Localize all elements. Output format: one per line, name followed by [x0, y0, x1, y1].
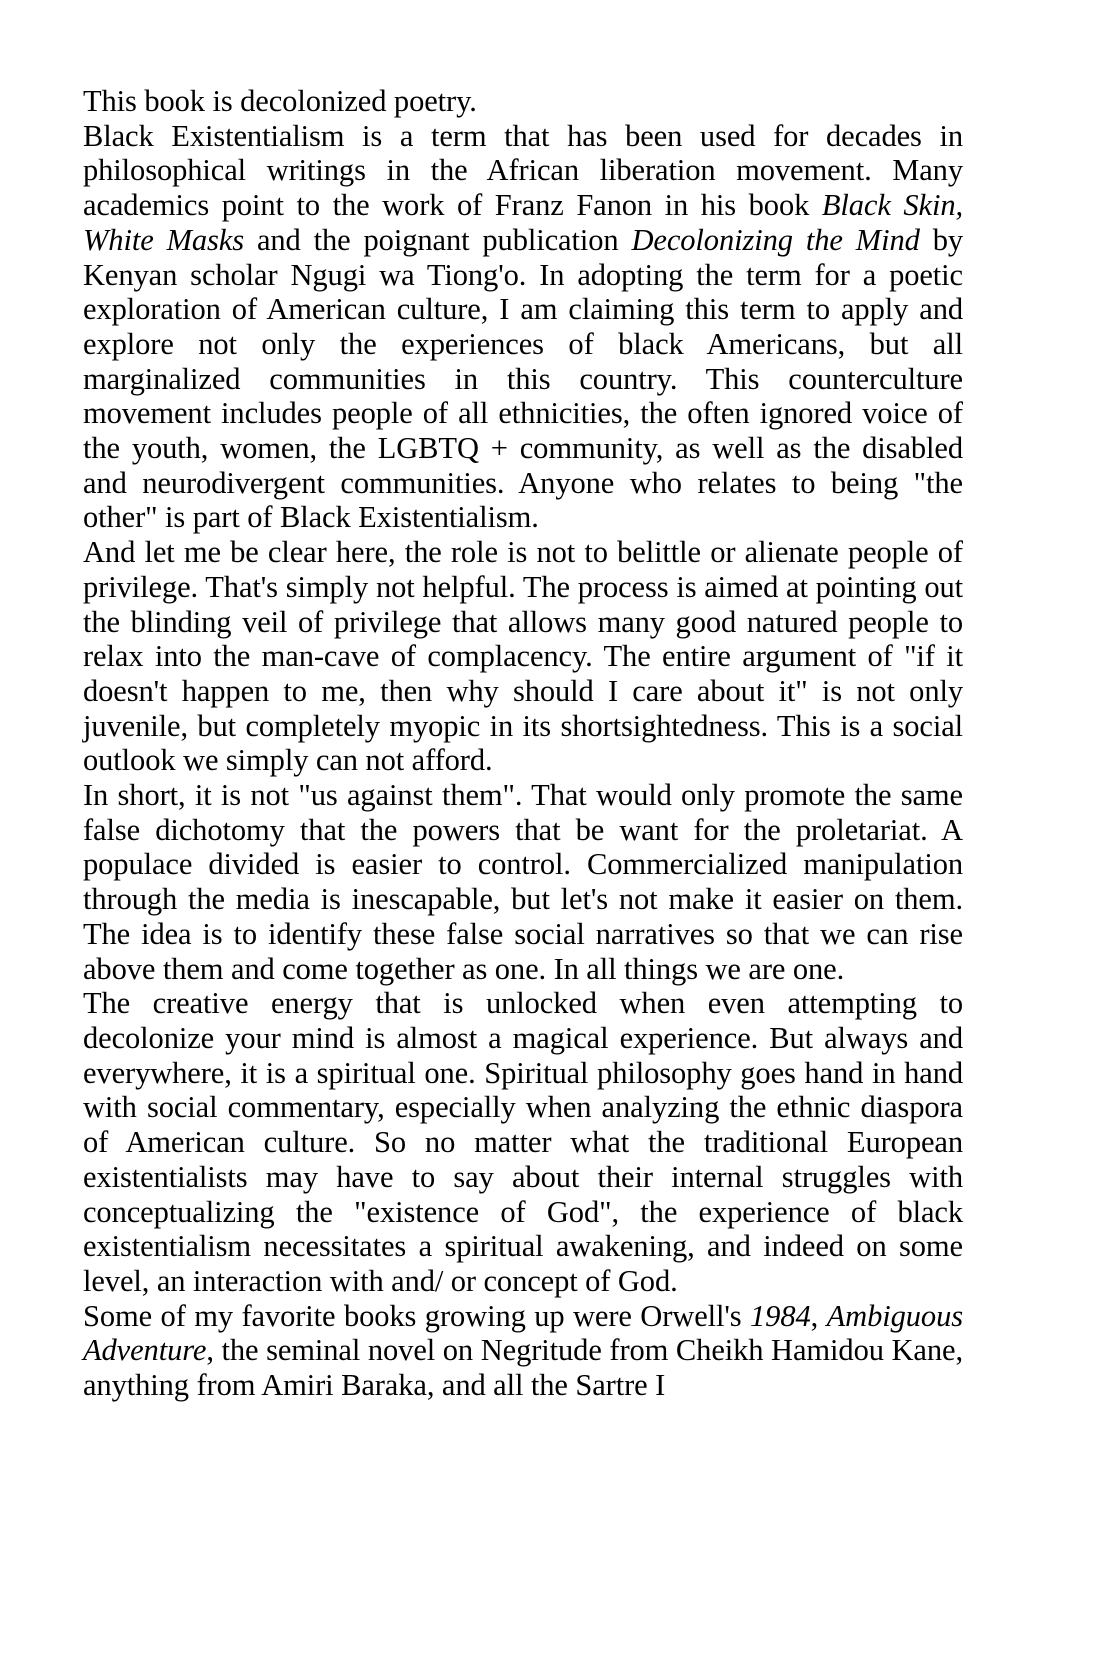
- text-run: Black Existentialism is a term that has been used for decades in philosophical writings in the African liberation movement. Many academics point to the work of Franz Fanon in his book: [83, 118, 963, 223]
- book-title-decolonizing-the-mind: Decolonizing the Mind: [631, 222, 920, 257]
- paragraph-4: In short, it is not "us against them". That would only promote the same false dichotomy that the powers that be want for the proletariat. A populace divided is easier to control. Commercialized manipulation through the media is inescapable, but let's not make it easier on them. The idea is to identify these false social narratives so that we can rise above them and come together as one. In all things we are one.: [83, 778, 963, 986]
- book-title-black-skin-white-masks: Black Skin, White Masks: [83, 188, 963, 257]
- text-run: ,: [810, 1298, 827, 1333]
- text-run: by Kenyan scholar Ngugi wa Tiong'o. In adopting the term for a poetic exploration of American culture, I am claiming this term to apply and explore not only the experiences of black Americans, but all marginalized communities in this country. This counterculture movement includes people of all ethnicities, the often ignored voice of the youth, women, the LGBTQ + community, as well as the disabled and neurodivergent communities. Anyone who relates to being "the other" is part of Black Existentialism.: [83, 222, 963, 535]
- text-run: Some of my favorite books growing up were Orwell's: [83, 1298, 751, 1333]
- body-text-column: [83, 84, 963, 1403]
- book-title-ambiguous-adventure: Ambiguous Adventure: [83, 1298, 963, 1368]
- paragraph-5: The creative energy that is unlocked when even attempting to decolonize your mind is almost a magical experience. But always and everywhere, it is a spiritual one. Spiritual philosophy goes hand in hand with social commentary, especially when analyzing the ethnic diaspora of American culture. So no matter what the traditional European existentialists may have to say about their internal struggles with conceptualizing the "existence of God", the experience of black existentialism necessitates a spiritual awakening, and indeed on some level, an interaction with and/ or concept of God.: [83, 986, 963, 1298]
- text-run: , the seminal novel on Negritude from Cheikh Hamidou Kane, anything from Amiri Baraka, and all the Sartre I: [83, 1333, 963, 1403]
- text-run: and the poignant publication: [244, 222, 632, 257]
- paragraph-3: And let me be clear here, the role is not to belittle or alienate people of privilege. That's simply not helpful. The process is aimed at pointing out the blinding veil of privilege that allows many good natured people to relax into the man-cave of complacency. The entire argument of "if it doesn't happen to me, then why should I care about it" is not only juvenile, but completely myopic in its shortsightedness. This is a social outlook we simply can not afford.: [83, 535, 963, 778]
- book-title-1984: 1984: [750, 1298, 811, 1333]
- paragraph-1: This book is decolonized poetry.: [83, 84, 477, 118]
- paragraph-2: [83, 119, 963, 535]
- paragraph-6: [83, 1299, 963, 1403]
